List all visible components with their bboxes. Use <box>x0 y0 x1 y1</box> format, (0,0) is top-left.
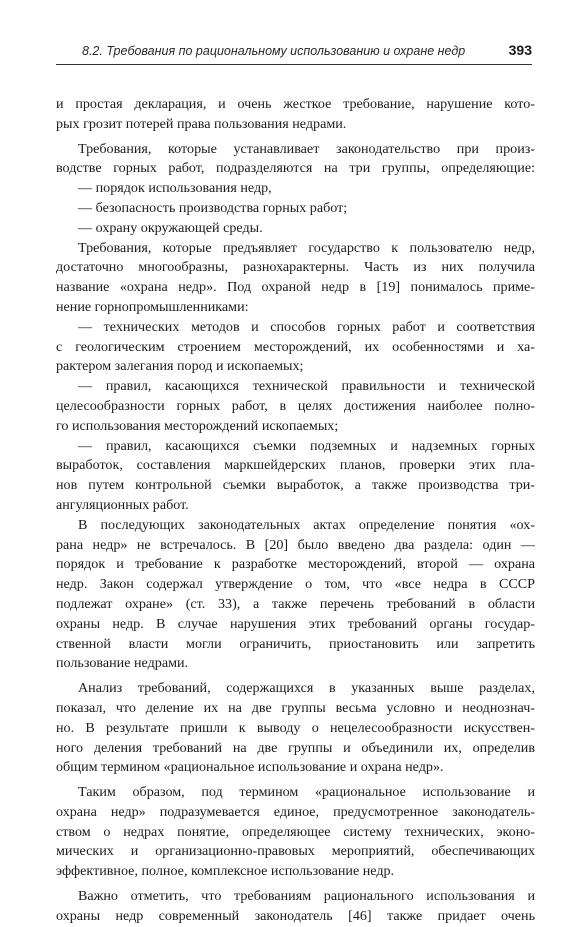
text-line: го использования месторождений ископаемых; <box>56 417 339 434</box>
text-line: В последующих законодательных актах определение понятия «ох- <box>78 516 535 533</box>
text-line: охраны недр. В случае нарушения этих требований органы государ- <box>56 615 535 632</box>
text-line: водстве горных работ, подразделяются на три группы, определяющие: <box>56 160 535 177</box>
running-header <box>56 40 532 62</box>
text-line: подлежат охране» (ст. 33), а также перечень требований в области <box>56 595 535 612</box>
text-line: ангуляционных работ. <box>56 496 189 513</box>
text-line: рана недр» не встречалось. В [20] было введено два раздела: один — <box>56 536 535 553</box>
text-line: ного деления требований на две группы и объединили их, определив <box>56 739 535 756</box>
text-line: — порядок использования недр, <box>78 180 272 197</box>
text-line: мических и организационно-правовых мероприятий, обеспечивающих <box>56 843 535 860</box>
text-line: достаточно многообразны, разнохарактерны. Часть из них получила <box>56 259 535 276</box>
header-rule <box>56 64 532 65</box>
text-line: рактером залегания пород и ископаемых; <box>56 358 304 375</box>
text-line: с геологическим строением месторождений, их особенностями и ха- <box>56 338 535 355</box>
text-line: — охрану окружающей среды. <box>78 219 263 236</box>
text-line: выработок, составления маркшейдерских планов, проверки этих пла- <box>56 457 535 474</box>
text-line: но. В результате пришли к выводу о нецелесообразности искусствен- <box>56 719 535 736</box>
text-line: охраны недр современный законодатель [46] также придает очень <box>56 907 535 924</box>
text-line: — правил, касающихся технической правильности и технической <box>78 378 535 395</box>
text-line: название «охрана недр». Под охраной недр в [19] понималось приме- <box>56 279 535 296</box>
text-line: рых грозит потерей права пользования недрами. <box>56 115 347 132</box>
text-line: эффективное, полное, комплексное использование недр. <box>56 863 395 880</box>
text-line: Важно отметить, что требованиям рационального использования и <box>78 888 535 905</box>
text-line: Таким образом, под термином «рациональное использование и <box>78 784 535 801</box>
text-line: — правил, касающихся съемки подземных и надземных горных <box>78 437 535 454</box>
running-header-title: 8.2. Требования по рациональному использованию и охране недр <box>82 44 466 58</box>
text-line: пользование недрами. <box>56 655 189 672</box>
text-line: ством о недрах понятие, определяющее систему технических, эконо- <box>56 823 535 840</box>
text-line: ственной власти могли ограничить, приостановить или запретить <box>56 635 535 652</box>
page-number: 393 <box>508 42 532 58</box>
text-line: Требования, которые устанавливает законодательство при произ- <box>78 140 535 157</box>
text-line: Требования, которые предъявляет государство к пользователю недр, <box>78 239 535 256</box>
text-line: — технических методов и способов горных работ и соответствия <box>78 318 535 335</box>
text-line: целесообразности горных работ, в целях достижения наиболее полно- <box>56 397 535 414</box>
body-text <box>56 95 535 927</box>
text-line: показал, что деление их на две группы весьма условно и неоднознач- <box>56 699 535 716</box>
text-line: нение горнопромышленниками: <box>56 298 249 315</box>
text-line: — безопасность производства горных работ; <box>78 199 348 216</box>
text-line: общим термином «рациональное использование и охрана недр». <box>56 759 444 776</box>
text-line: недр. Закон содержал утверждение о том, что «все недра в СССР <box>56 576 535 593</box>
text-line: нов путем контрольной съемки выработок, а также производства три- <box>56 477 535 494</box>
text-line: охрана недр» подразумевается единое, предусмотренное законодатель- <box>56 803 535 820</box>
text-line: порядок и требование к разработке месторождений, второй — охрана <box>56 556 535 573</box>
text-line: и простая декларация, и очень жесткое требование, нарушение кото- <box>56 96 535 112</box>
text-line: Анализ требований, содержащихся в указанных выше разделах, <box>78 680 535 697</box>
